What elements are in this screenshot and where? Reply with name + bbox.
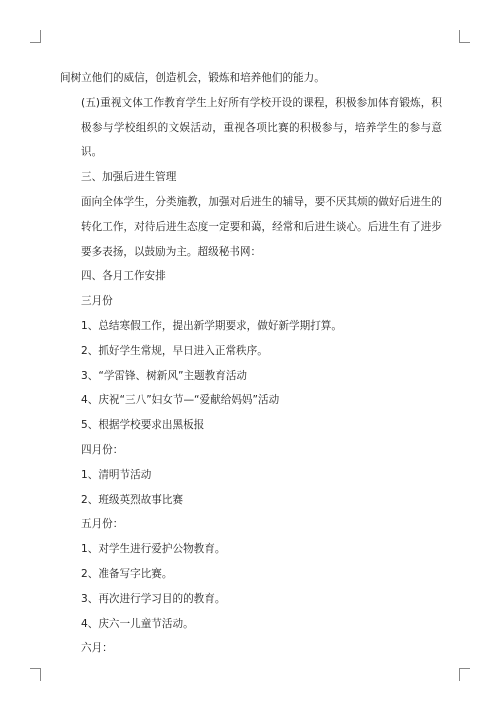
month-heading: 四月份：: [81, 443, 124, 456]
section-heading: 三、加强后进生管理: [81, 171, 177, 184]
paragraph: (五)重视文体工作教育学生上好所有学校开设的课程，积极参加体育锻炼，积极参与学校组织的文娱活动，重视各项比赛的积极参与，培养学生的参与意识。: [81, 96, 442, 159]
list-item: 2、班级英烈故事比赛: [81, 493, 184, 506]
list-item: 2、抓好学生常规，早日进入正常秩序。: [81, 344, 268, 357]
list-item: 4、庆六一儿童节活动。: [81, 617, 194, 630]
document-body: [60, 66, 442, 661]
crop-mark-bottom-right: [459, 668, 470, 681]
paragraph: 间树立他们的威信，创造机会，锻炼和培养他们的能力。: [60, 72, 325, 84]
list-item: 4、庆祝“三八”妇女节—“爱献给妈妈”活动: [81, 394, 280, 407]
list-item: 3、“学雷锋、树新风”主题教育活动: [81, 369, 248, 382]
crop-mark-top-right: [459, 30, 470, 43]
list-item: 1、对学生进行爱护公物教育。: [81, 543, 226, 556]
section-heading: 四、各月工作安排: [81, 270, 166, 283]
list-item: 5、根据学校要求出黑板报: [81, 419, 205, 432]
crop-mark-bottom-left: [30, 668, 41, 681]
paragraph: 面向全体学生，分类施教，加强对后进生的辅导，要不厌其烦的做好后进生的转化工作，对待后进生态度一定要和蔼，经常和后进生谈心。后进生有了进步要多表扬，以鼓励为主。超级秘书网：: [81, 195, 442, 258]
list-item: 3、再次进行学习目的的教育。: [81, 592, 226, 605]
list-item: 1、总结寒假工作，提出新学期要求，做好新学期打算。: [81, 319, 342, 332]
month-heading: 五月份：: [81, 518, 124, 531]
month-heading: 六月：: [81, 642, 113, 655]
crop-mark-top-left: [30, 30, 41, 43]
month-heading: 三月份: [81, 295, 113, 308]
list-item: 2、准备写字比赛。: [81, 567, 173, 580]
list-item: 1、清明节活动: [81, 468, 152, 481]
